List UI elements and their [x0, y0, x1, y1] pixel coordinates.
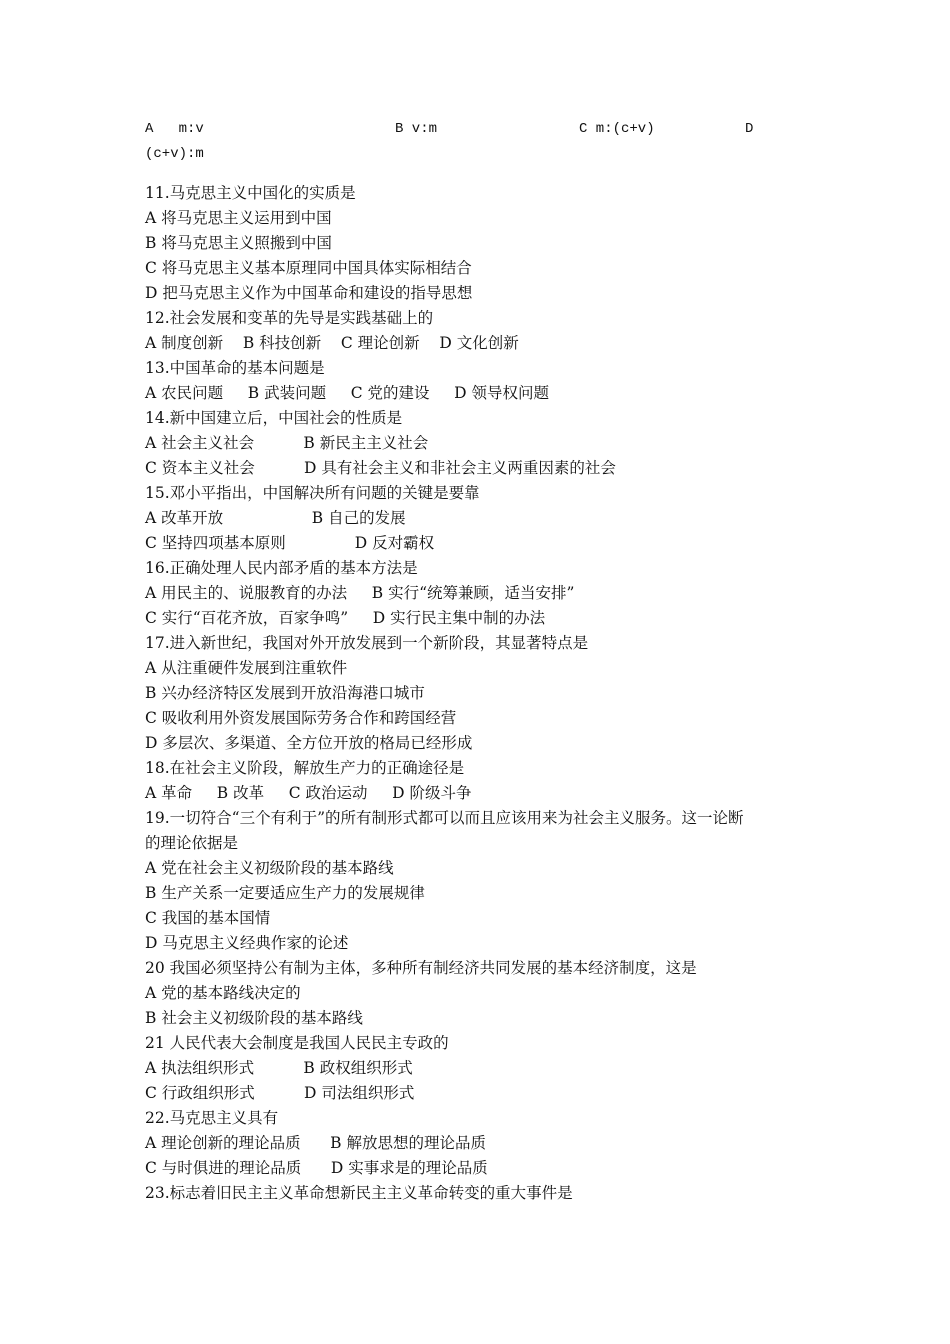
question-12-options: A 制度创新 B 科技创新 C 理论创新 D 文化创新 — [145, 334, 519, 352]
question-11: 11.马克思主义中国化的实质是 — [145, 184, 356, 202]
question-22-options-ab: A 理论创新的理论品质 B 解放思想的理论品质 — [145, 1134, 487, 1152]
question-19-option-b: B 生产关系一定要适应生产力的发展规律 — [145, 884, 425, 902]
question-19-option-a: A 党在社会主义初级阶段的基本路线 — [145, 859, 394, 877]
question-12: 12.社会发展和变革的先导是实践基础上的 — [145, 309, 434, 327]
q10-option-c: C m:(c+v) — [579, 121, 655, 137]
question-14: 14.新中国建立后，中国社会的性质是 — [145, 409, 403, 427]
question-15-options-cd: C 坚持四项基本原则 D 反对霸权 — [145, 534, 435, 552]
question-22: 22.马克思主义具有 — [145, 1109, 279, 1127]
question-21-options-ab: A 执法组织形式 B 政权组织形式 — [145, 1059, 413, 1077]
question-21-options-cd: C 行政组织形式 D 司法组织形式 — [145, 1084, 415, 1102]
question-17: 17.进入新世纪，我国对外开放发展到一个新阶段，其显著特点是 — [145, 634, 589, 652]
question-23: 23.标志着旧民主主义革命想新民主主义革命转变的重大事件是 — [145, 1184, 573, 1202]
question-14-options-ab: A 社会主义社会 B 新民主主义社会 — [145, 434, 429, 452]
question-20-option-a: A 党的基本路线决定的 — [145, 984, 301, 1002]
question-22-options-cd: C 与时俱进的理论品质 D 实事求是的理论品质 — [145, 1159, 488, 1177]
q10-option-d-continued: (c+v):m — [145, 146, 204, 162]
question-20: 20 我国必须坚持公有制为主体，多种所有制经济共同发展的基本经济制度，这是 — [145, 959, 697, 977]
q10-option-d: D — [745, 121, 754, 137]
question-17-option-d: D 多层次、多渠道、全方位开放的格局已经形成 — [145, 734, 473, 752]
question-19-option-c: C 我国的基本国情 — [145, 909, 271, 927]
question-11-option-d: D 把马克思主义作为中国革命和建设的指导思想 — [145, 284, 473, 302]
q10-option-a: A m:v — [145, 121, 204, 137]
question-17-option-c: C 吸收利用外资发展国际劳务合作和跨国经营 — [145, 709, 457, 727]
question-20-option-b: B 社会主义初级阶段的基本路线 — [145, 1009, 363, 1027]
question-11-option-a: A 将马克思主义运用到中国 — [145, 209, 332, 227]
question-21: 21 人民代表大会制度是我国人民民主专政的 — [145, 1034, 449, 1052]
question-18-options: A 革命 B 改革 C 政治运动 D 阶级斗争 — [145, 784, 472, 802]
q10-options-row — [145, 117, 825, 142]
question-15-options-ab: A 改革开放 B 自己的发展 — [145, 509, 406, 527]
question-15: 15.邓小平指出，中国解决所有问题的关键是要靠 — [145, 484, 480, 502]
spacer — [145, 167, 825, 181]
question-16-options-ab: A 用民主的、说服教育的办法 B 实行“统筹兼顾，适当安排” — [145, 584, 575, 602]
question-19: 19.一切符合“三个有利于”的所有制形式都可以而且应该用来为社会主义服务。这一论断 — [145, 809, 744, 827]
question-11-option-b: B 将马克思主义照搬到中国 — [145, 234, 332, 252]
question-16: 16.正确处理人民内部矛盾的基本方法是 — [145, 559, 418, 577]
document-body — [145, 117, 825, 1206]
question-16-options-cd: C 实行“百花齐放，百家争鸣” D 实行民主集中制的办法 — [145, 609, 546, 627]
question-17-option-b: B 兴办经济特区发展到开放沿海港口城市 — [145, 684, 425, 702]
question-19-option-d: D 马克思主义经典作家的论述 — [145, 934, 349, 952]
question-17-option-a: A 从注重硬件发展到注重软件 — [145, 659, 348, 677]
question-18: 18.在社会主义阶段，解放生产力的正确途径是 — [145, 759, 465, 777]
question-13: 13.中国革命的基本问题是 — [145, 359, 325, 377]
question-13-options: A 农民问题 B 武装问题 C 党的建设 D 领导权问题 — [145, 384, 549, 402]
question-14-options-cd: C 资本主义社会 D 具有社会主义和非社会主义两重因素的社会 — [145, 459, 616, 477]
question-19-continued: 的理论依据是 — [145, 834, 239, 852]
q10-option-b: B v:m — [395, 121, 438, 137]
question-11-option-c: C 将马克思主义基本原理同中国具体实际相结合 — [145, 259, 472, 277]
